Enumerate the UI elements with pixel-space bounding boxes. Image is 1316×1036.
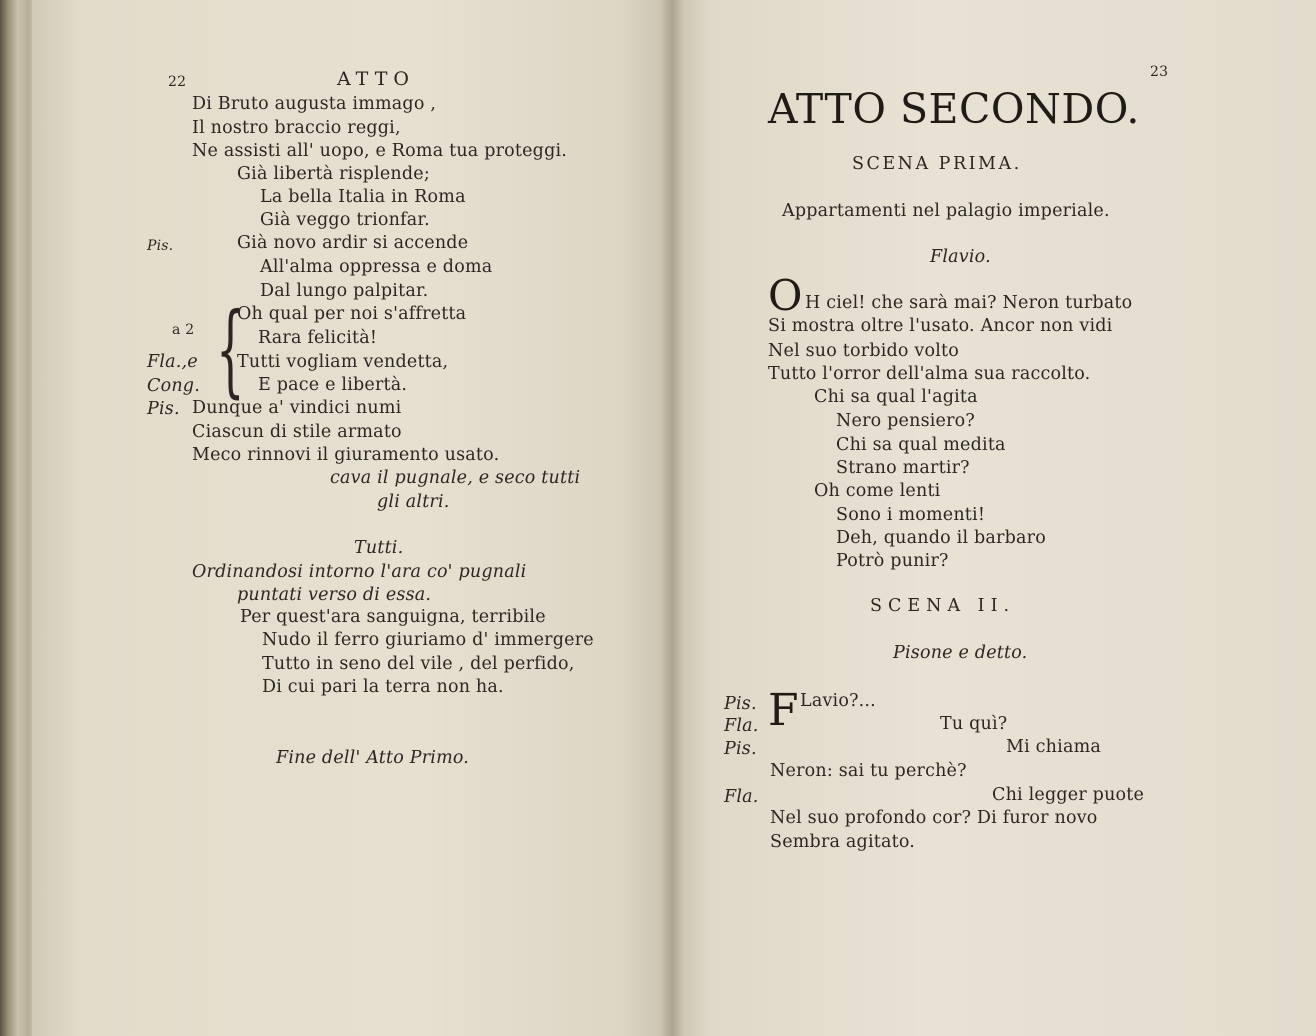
verse-line: Meco rinnovi il giuramento usato. [192,445,500,465]
speaker-label: Fla. [724,787,759,807]
verse-line: Nudo il ferro giuriamo d' immergere [262,630,594,650]
verse-line: All'alma oppressa e doma [260,257,493,277]
stage-direction: Ordinandosi intorno l'ara co' pugnali [192,562,527,582]
speaker-label: Pis. [147,399,180,419]
speaker-label: Fla. [724,716,759,736]
dialogue-line: Sembra agitato. [770,832,916,852]
character-name: Flavio. [930,247,991,267]
dialogue-line: Tu quì? [940,714,1008,734]
scene-heading: SCENA PRIMA. [852,154,1022,174]
verse-line: Tutto l'orror dell'alma sua raccolto. [768,364,1091,384]
book-gutter [660,0,684,1036]
verse-line: Nero pensiero? [836,411,975,431]
verse-line: Rara felicità! [258,328,378,348]
verse-line: Tutto in seno del vile , del perfido, [262,654,575,674]
speaker-label: Cong. [147,376,200,396]
drop-cap: F [768,685,799,736]
verse-line: Già novo ardir si accende [237,233,469,253]
stage-direction: puntati verso di essa. [237,585,432,605]
brace-glyph: { [216,291,245,408]
verse-line: Ciascun di stile armato [192,422,402,442]
speaker-label: a 2 [172,322,195,338]
dialogue-line: Chi legger puote [992,785,1145,805]
verse-line: Nel suo torbido volto [768,341,960,361]
dialogue-line: Mi chiama [1006,737,1102,757]
dialogue-line: Nel suo profondo cor? Di furor novo [770,808,1098,828]
scene-heading: SCENA II. [870,596,1016,616]
verse-line: Per quest'ara sanguigna, terribile [240,607,546,627]
verse-line: Dunque a' vindici numi [192,398,402,418]
act-title: ATTO SECONDO. [768,85,1140,133]
stage-direction: gli altri. [377,492,450,512]
verse-line: Si mostra oltre l'usato. Ancor non vidi [768,316,1113,336]
dialogue-line: Neron: sai tu perchè? [770,761,967,781]
page-number-right: 23 [1150,64,1169,80]
speaker-heading: Tutti. [354,538,404,558]
verse-line: Di cui pari la terra non ha. [262,677,504,697]
speaker-label: Fla.,e [147,352,198,372]
verse-line: Oh come lenti [814,481,941,501]
verse-line: Il nostro braccio reggi, [192,118,401,138]
speaker-label: Pis. [724,694,757,714]
verse-line: La bella Italia in Roma [260,187,466,207]
verse-line: Di Bruto augusta immago , [192,94,437,114]
scene-setting: Appartamenti nel palagio imperiale. [782,201,1110,221]
verse-line: Dal lungo palpitar. [260,281,429,301]
page-number-left: 22 [168,74,187,90]
verse-line: Potrò punir? [836,551,949,571]
stage-direction: cava il pugnale, e seco tutti [330,468,581,488]
verse-line: Chi sa qual l'agita [814,387,978,407]
speaker-label: Pis. [147,238,174,254]
verse-line: Sono i momenti! [836,505,986,525]
act-end-line: Fine dell' Atto Primo. [276,748,470,768]
drop-cap: O [768,271,803,320]
verse-line: Ne assisti all' uopo, e Roma tua proteggi. [192,141,568,161]
verse-line: Strano martir? [836,458,970,478]
verse-line: Deh, quando il barbaro [836,528,1046,548]
verse-line: Chi sa qual medita [836,435,1006,455]
verse-line: H ciel! che sarà mai? Neron turbato [805,293,1133,313]
verse-line: Oh qual per noi s'affretta [237,304,467,324]
verse-line: Già veggo trionfar. [260,210,430,230]
character-name: Pisone e detto. [893,643,1028,663]
running-head: ATTO [337,68,415,90]
speaker-label: Pis. [724,739,757,759]
verse-line: E pace e libertà. [258,375,408,395]
verse-line: Tutti vogliam vendetta, [237,352,449,372]
verse-line: Già libertà risplende; [237,164,430,184]
dialogue-line: Lavio?... [800,691,876,711]
